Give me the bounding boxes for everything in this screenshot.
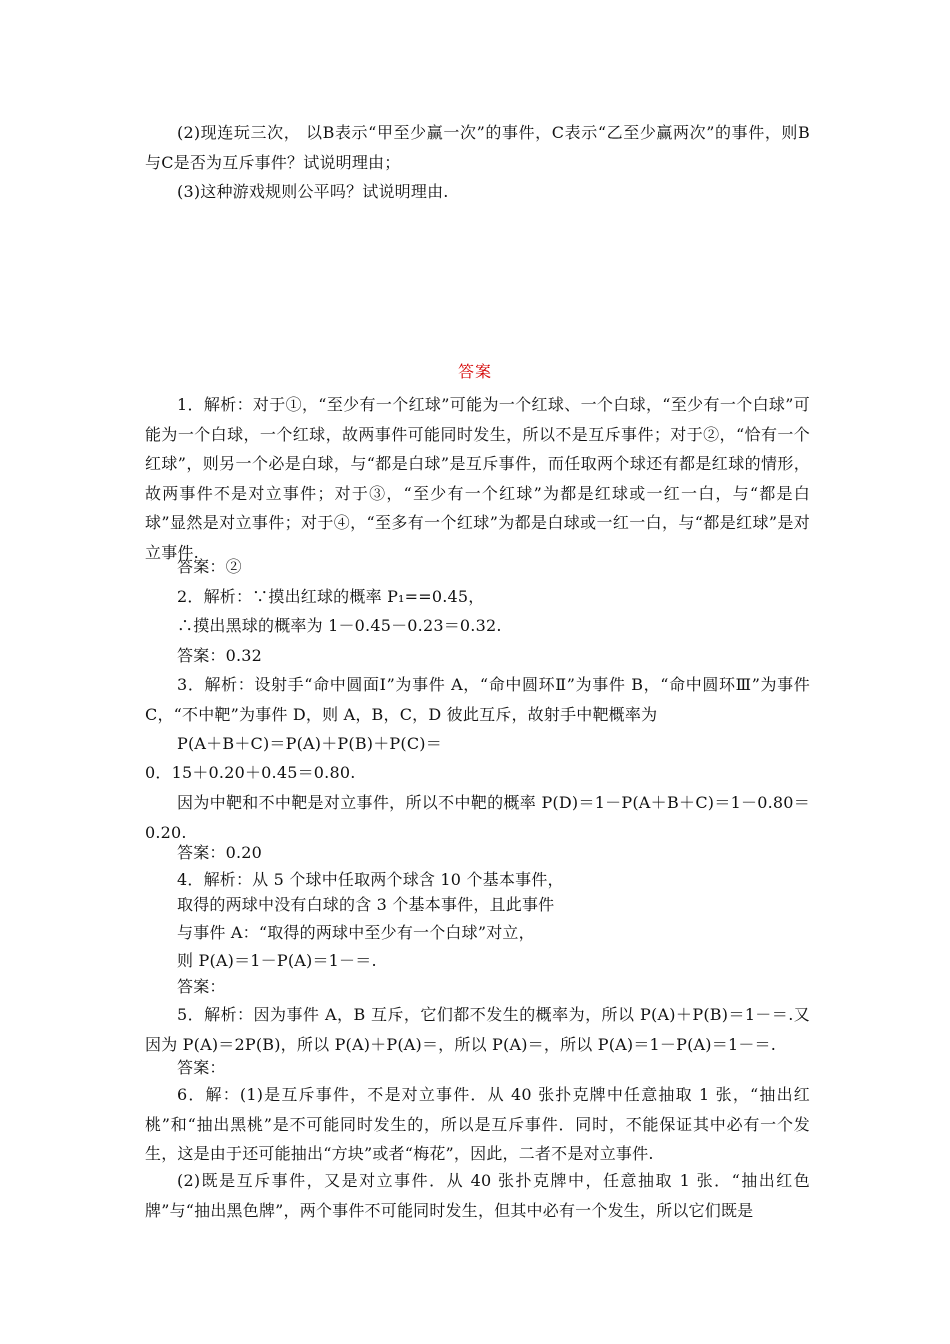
answer-2-line-2: ∴摸出黑球的概率为 1－0.45－0.23＝0.32.	[177, 616, 502, 635]
answer-5-analysis: 5．解析：因为事件 A，B 互斥，它们都不发生的概率为，所以 P(A)＋P(B)＝1－＝.又因为 P(A)＝2P(B)，所以 P(A)＋P(A)＝，所以 P(A)＝，所以 P(A)＝1－P(A)＝1－＝.	[145, 1005, 810, 1054]
answer-5-result: 答案：	[177, 1058, 226, 1077]
answer-4-line-3: 与事件 A：“取得的两球中至少有一个白球”对立，	[177, 923, 535, 942]
answer-4-result: 答案：	[177, 977, 226, 996]
answer-6-part-2: (2)既是互斥事件，又是对立事件．从 40 张扑克牌中，任意抽取 1 张．“抽出红色牌”与“抽出黑色牌”，两个事件不可能同时发生，但其中必有一个发生，所以它们既是	[145, 1171, 810, 1220]
answer-3-line-3: 0．15＋0.20＋0.45＝0.80.	[145, 763, 356, 782]
answer-3-line-1: 3．解析：设射手“命中圆面Ⅰ”为事件 A，“命中圆环Ⅱ”为事件 B，“命中圆环Ⅲ”为事件 C，“不中靶”为事件 D，则 A，B，C，D 彼此互斥，故射手中靶概率为	[145, 675, 810, 724]
answer-heading: 答案	[457, 362, 492, 381]
question-part-3: (3)这种游戏规则公平吗？试说明理由.	[177, 182, 449, 201]
answer-3-result: 答案：0.20	[177, 843, 263, 862]
answer-1-analysis: 1．解析：对于①，“至少有一个红球”可能为一个红球、一个白球，“至少有一个白球”可能为一个白球，一个红球，故两事件可能同时发生，所以不是互斥事件；对于②，“恰有一个红球”，则另一个必是白球，与“都是白球”是互斥事件，而任取两个球还有都是红球的情形，故两事件不是对立事件；对于③，“至少有一个红球”为都是红球或一红一白，与“都是白球”显然是对立事件；对于④，“至多有一个红球”为都是白球或一红一白，与“都是红球”是对立事件.	[145, 395, 810, 562]
answer-4-line-4: 则 P(A)＝1－P(A)＝1－＝.	[177, 951, 377, 970]
answer-4-line-1: 4．解析：从 5 个球中任取两个球含 10 个基本事件，	[177, 870, 564, 889]
question-part-2: (2)现连玩三次， 以B表示“甲至少赢一次”的事件，C表示“乙至少赢两次”的事件，则B与C是否为互斥事件？试说明理由；	[145, 123, 810, 172]
answer-2-line-1: 2．解析：∵摸出红球的概率 P₁==0.45，	[177, 587, 485, 606]
answer-3-line-4: 因为中靶和不中靶是对立事件，所以不中靶的概率 P(D)＝1－P(A＋B＋C)＝1－0.80＝0.20.	[145, 793, 810, 842]
answer-2-result: 答案：0.32	[177, 646, 263, 665]
answer-3-line-2: P(A＋B＋C)＝P(A)＋P(B)＋P(C)＝	[177, 734, 442, 753]
answer-1-result: 答案：②	[177, 557, 242, 576]
answer-6-part-1: 6．解：(1)是互斥事件，不是对立事件．从 40 张扑克牌中任意抽取 1 张，“抽出红桃”和“抽出黑桃”是不可能同时发生的，所以是互斥事件．同时，不能保证其中必有一个发生，这是由于还可能抽出“方块”或者“梅花”，因此，二者不是对立事件.	[145, 1085, 810, 1163]
answer-4-line-2: 取得的两球中没有白球的含 3 个基本事件，且此事件	[177, 895, 555, 914]
